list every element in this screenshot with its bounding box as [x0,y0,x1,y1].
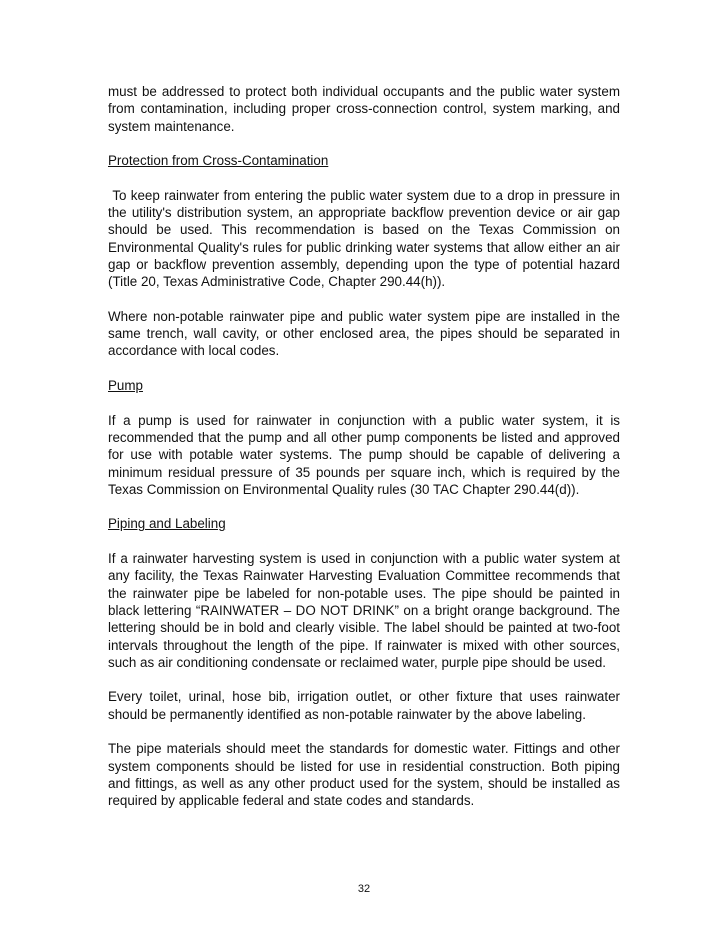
fixtures-paragraph: Every toilet, urinal, hose bib, irrigation outlet, or other fixture that uses rainwater should be permanently identified as non-potable rainwater by the above labeling. [108,689,620,722]
labeling-paragraph: If a rainwater harvesting system is used in conjunction with a public water system at any facility, the Texas Rainwater Harvesting Evaluation Committee recommends that the rainwater pipe be labeled for non-potable uses. The pipe should be painted in black lettering “RAINWATER – DO NOT DRINK” on a bright orange background. The lettering should be in bold and clearly visible. The label should be painted at two-foot intervals throughout the length of the pipe. If rainwater is mixed with other sources, such as air conditioning condensate or reclaimed water, purple pipe should be used. [108,551,620,670]
cross-contamination-text: To keep rainwater from entering the public water system due to a drop in pressure in the utility's distribution system, an appropriate backflow prevention device or air gap should be used. This recommendation is based on the Texas Commission on Environmental Quality's rules for public drinking water systems that allow either an air gap or backflow prevention assembly, depending upon the type of potential hazard (Title 20, Texas Administrative Code, Chapter 290.44(h)). [108,187,620,290]
materials-paragraph: The pipe materials should meet the standards for domestic water. Fittings and other system components should be listed for use in residential construction. Both piping and fittings, as well as any other product used for the system, should be installed as required by applicable federal and state codes and standards. [108,741,620,809]
cross-contamination-paragraph [108,187,620,291]
pump-paragraph: If a pump is used for rainwater in conjunction with a public water system, it is recommended that the pump and all other pump components be listed and approved for use with potable water systems. The pump should be capable of delivering a minimum residual pressure of 35 pounds per square inch, which is required by the Texas Commission on Environmental Quality rules (30 TAC Chapter 290.44(d)). [108,412,620,497]
heading-cross-contamination: Protection from Cross-Contamination [108,153,329,169]
separation-paragraph: Where non-potable rainwater pipe and public water system pipe are installed in the same trench, wall cavity, or other enclosed area, the pipes should be separated in accordance with local codes. [108,308,620,359]
heading-piping-labeling: Piping and Labeling [108,516,226,532]
page-number: 32 [357,883,371,895]
intro-paragraph: must be addressed to protect both individual occupants and the public water system from contamination, including proper cross-connection control, system marking, and system maintenance. [108,84,620,134]
heading-pump: Pump [108,378,143,394]
document-body [108,83,620,827]
